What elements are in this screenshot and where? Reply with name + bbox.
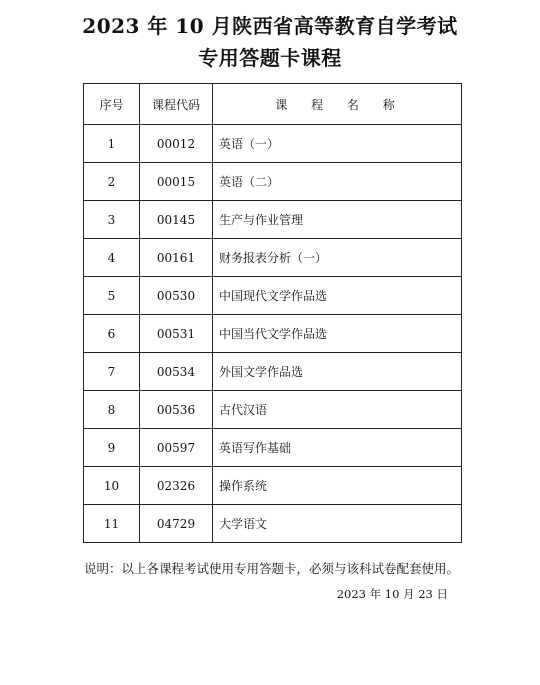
table-row — [84, 201, 462, 239]
explanatory-note: 说明：以上各课程考试使用专用答题卡，必须与该科试卷配套使用。 — [84, 561, 460, 576]
row-course-code: 00534 — [140, 353, 213, 391]
table-header-row — [84, 84, 462, 125]
row-course-code: 00161 — [140, 239, 213, 277]
row-course-code: 00597 — [140, 429, 213, 467]
row-serial-number: 1 — [84, 125, 140, 163]
table-row — [84, 277, 462, 315]
row-course-name: 外国文学作品选 — [213, 353, 462, 391]
document-title-line-2: 专用答题卡课程 — [198, 46, 342, 70]
header-serial-number: 序号 — [84, 84, 140, 125]
table-row — [84, 429, 462, 467]
row-course-code: 00015 — [140, 163, 213, 201]
row-serial-number: 9 — [84, 429, 140, 467]
row-course-name: 大学语文 — [213, 505, 462, 543]
issue-date: 2023 年 10 月 23 日 — [336, 587, 448, 601]
row-course-name: 英语（二） — [213, 163, 462, 201]
row-course-name: 英语写作基础 — [213, 429, 462, 467]
row-course-name: 中国现代文学作品选 — [213, 277, 462, 315]
table-row — [84, 239, 462, 277]
row-course-code: 04729 — [140, 505, 213, 543]
table-row — [84, 353, 462, 391]
row-serial-number: 10 — [84, 467, 140, 505]
table-row — [84, 125, 462, 163]
row-serial-number: 6 — [84, 315, 140, 353]
header-course-name: 课 程 名 称 — [213, 84, 462, 125]
row-serial-number: 3 — [84, 201, 140, 239]
document-title-line-1: 2023 年 10 月陕西省高等教育自学考试 — [82, 14, 458, 38]
row-course-code: 00012 — [140, 125, 213, 163]
row-course-code: 00531 — [140, 315, 213, 353]
row-serial-number: 11 — [84, 505, 140, 543]
table-row — [84, 391, 462, 429]
row-serial-number: 5 — [84, 277, 140, 315]
table-row — [84, 163, 462, 201]
row-serial-number: 8 — [84, 391, 140, 429]
row-serial-number: 4 — [84, 239, 140, 277]
row-course-code: 02326 — [140, 467, 213, 505]
row-serial-number: 2 — [84, 163, 140, 201]
row-course-code: 00530 — [140, 277, 213, 315]
row-course-name: 生产与作业管理 — [213, 201, 462, 239]
table-row — [84, 505, 462, 543]
header-course-code: 课程代码 — [140, 84, 213, 125]
row-course-name: 古代汉语 — [213, 391, 462, 429]
table-row — [84, 467, 462, 505]
row-course-name: 英语（一） — [213, 125, 462, 163]
row-course-name: 中国当代文学作品选 — [213, 315, 462, 353]
row-course-name: 财务报表分析（一） — [213, 239, 462, 277]
row-course-name: 操作系统 — [213, 467, 462, 505]
row-serial-number: 7 — [84, 353, 140, 391]
row-course-code: 00536 — [140, 391, 213, 429]
course-table — [83, 83, 462, 543]
table-row — [84, 315, 462, 353]
row-course-code: 00145 — [140, 201, 213, 239]
